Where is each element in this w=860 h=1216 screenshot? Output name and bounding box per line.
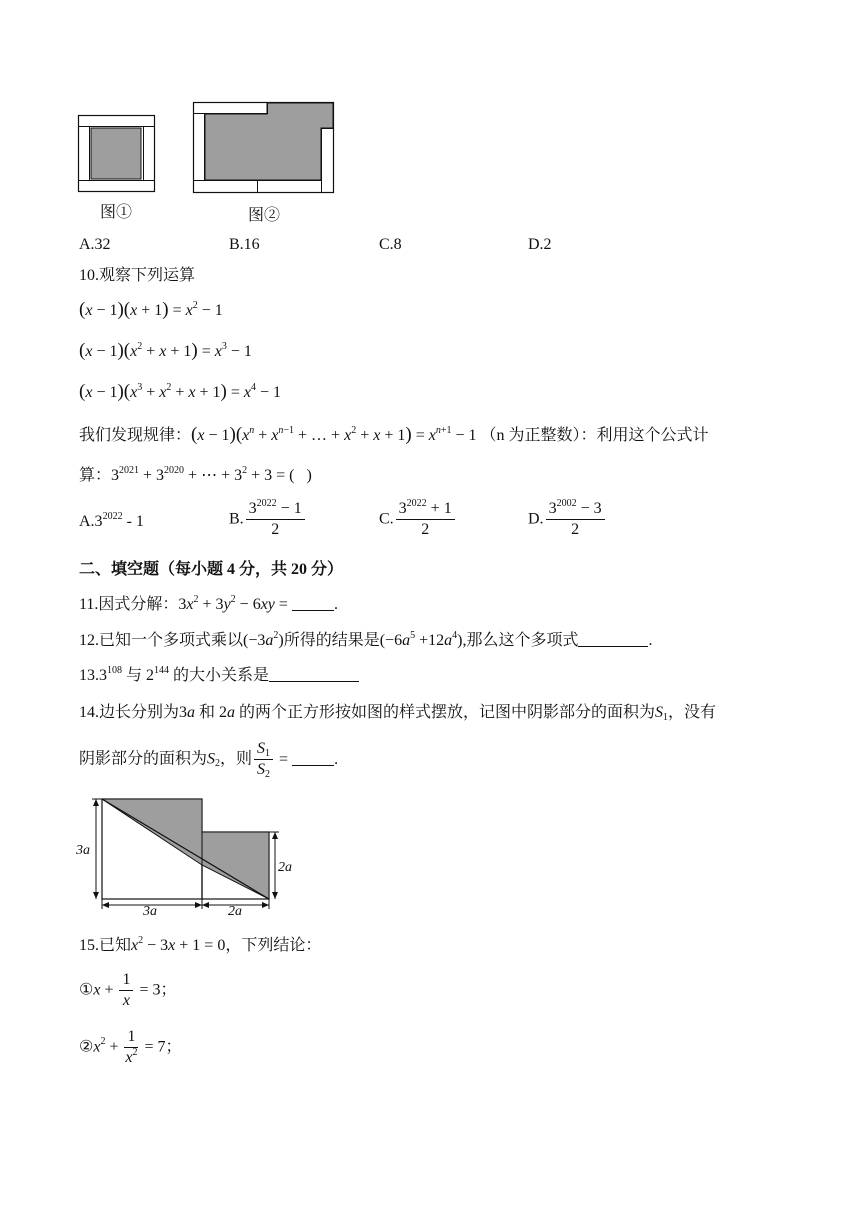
dim-label-bottom-right: 2a: [228, 904, 242, 919]
equation-2: $(x - 1)(x^2 + x + 1) = x^3 - 1$: [79, 340, 252, 361]
option-10-a: $A.3^{2022}$ ‑ 1: [79, 511, 144, 530]
dim-label-bottom-left: 3a: [143, 904, 157, 919]
question-10-title: 10.观察下列运算: [79, 267, 196, 284]
option-c: C.8: [379, 236, 402, 253]
option-10-d: D. $\frac{3^{2002} - 3}{2}$: [528, 500, 607, 539]
figure-2-caption: 图②: [248, 207, 281, 224]
conclusion-2: $②x^2$ + $\frac{1}{x^2}$ = 7；: [79, 1028, 182, 1066]
option-d: D.2: [528, 236, 552, 253]
rule-line: 我们发现规律：$(x - 1)(x^n + x^{n-1}$ + … + $x^2 + x + 1) = x^{n+1} - 1$ （n 为正整数）：利用这个公式计: [79, 424, 709, 445]
calc-line: 算：$3^{2021} + 3^{2020}$ + ⋯ + $3^2 + 3$ = ( ): [79, 465, 312, 484]
figure-2: [193, 102, 335, 194]
question-13: 13.3$^{108}$ 与 $2^{144}$ 的大小关系是: [79, 666, 359, 686]
equation-3: $(x - 1)(x^3 + x^2 + x + 1) = x^4 - 1$: [79, 381, 282, 402]
equation-1: $(x - 1)(x + 1) = x^2 - 1$: [79, 299, 223, 320]
question-14-line-2: 阴影部分的面积为$S_2$，则 $\frac{S_1}{S_2}$ = .: [79, 740, 339, 780]
option-b: B.16: [229, 236, 260, 253]
dim-label-left: 3a: [76, 843, 90, 858]
figure-1: [78, 115, 156, 193]
option-10-c: C. $\frac{3^{2022} + 1}{2}$: [379, 500, 457, 539]
conclusion-1: ①x + $\frac{1}{x}$ = 3；: [79, 971, 177, 1009]
dim-label-right: 2a: [278, 860, 292, 875]
section-heading: 二、填空题（每小题 4 分，共 20 分）: [79, 561, 344, 578]
question-14-line-1: 14.边长分别为3a 和 2a 的两个正方形按如图的样式摆放，记图中阴影部分的面积为$S_1$，没有: [79, 704, 717, 723]
question-12: 12.已知一个多项式乘以$(-3a^2)$所得的结果是$(-6a^5 +12a^4)$,那么这个多项式 .: [79, 630, 653, 649]
question-11: 11.因式分解：$3x^2 + 3y^2 - 6xy$ = .: [79, 594, 338, 613]
figure-1-caption: 图①: [100, 204, 133, 221]
option-10-b: B. $\frac{3^{2022} - 1}{2}$: [229, 500, 307, 539]
question-15: 15.已知$x^2 - 3x + 1 = 0$，下列结论：: [79, 935, 322, 954]
option-a: A.32: [79, 236, 111, 253]
question-14-figure: [70, 790, 310, 915]
